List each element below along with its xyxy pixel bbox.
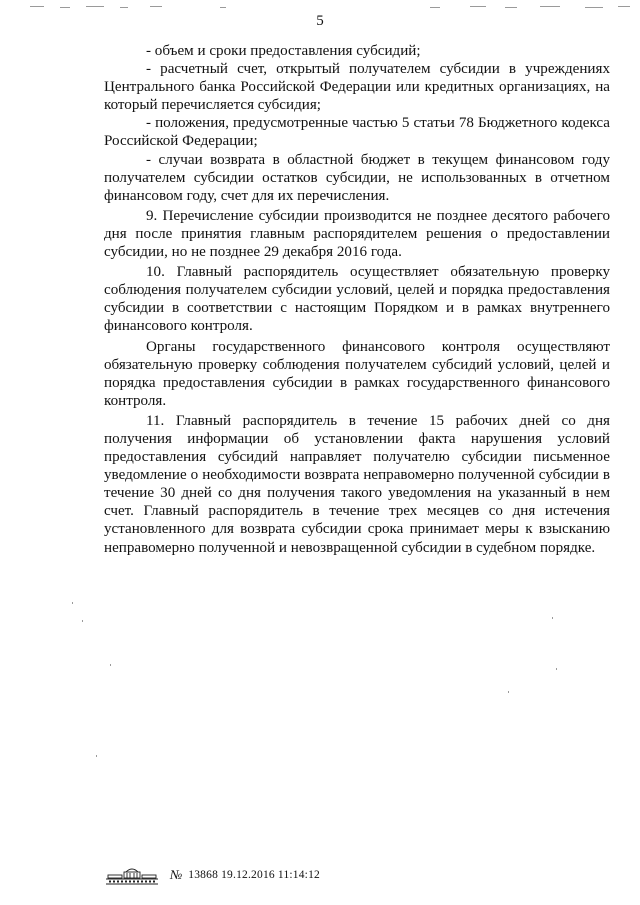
paragraph-budget-code-provisions: - положения, предусмотренные частью 5 статьи 78 Бюджетного кодекса Российской Федерации;	[104, 115, 610, 150]
footer-registration	[104, 864, 320, 886]
registration-code: 13868 19.12.2016 11:14:12	[188, 869, 320, 881]
paragraph-refund-cases: - случаи возврата в областной бюджет в текущем финансовом году получателем субсидии остатков субсидии, не использованных в отчетном финансовом году, счет для их перечисления.	[104, 151, 610, 204]
paragraph-item-11: 11. Главный распорядитель в течение 15 рабочих дней со дня получения информации об установлении факта нарушения условий предоставления субсидий направляет получателю субсидии письменное уведомление о необходимости возврата неправомерно полученной субсидии в течение 30 дней со дня получения такого уведомления на указанный в нем счет. Главный распорядитель в течение трех месяцев со дня истечения установленного для возврата субсидии срока принимает меры к взысканию неправомерно полученной и невозвращенной субсидии в судебном порядке.	[104, 412, 610, 556]
paragraph-state-control: Органы государственного финансового контроля осуществляют обязательную проверку соблюдения получателем субсидий условий, целей и порядка предоставления субсидии в рамках государственного финансового контроля.	[104, 338, 610, 409]
paragraph-item-9: 9. Перечисление субсидии производится не позднее десятого рабочего дня после принятия главным распорядителем решения о предоставлении субсидии, но не позднее 29 декабря 2016 года.	[104, 207, 610, 261]
paragraph-item-10: 10. Главный распорядитель осуществляет обязательную проверку соблюдения получателем субсидии условий, целей и порядка предоставления субсидии в соответствии с настоящим Порядком и в рамках внутреннего финансового контроля.	[104, 264, 610, 335]
number-sign: №	[170, 867, 183, 882]
registry-seal-icon	[104, 864, 160, 886]
paragraph-subsidy-volume: - объем и сроки предоставления субсидий;	[146, 43, 421, 59]
document-body	[104, 42, 610, 557]
page-number: 5	[316, 13, 324, 29]
paragraph-settlement-account: - расчетный счет, открытый получателем субсидии в учреждениях Центрального банка Российской Федерации или кредитных организациях, на который перечисляется субсидия;	[104, 61, 610, 114]
